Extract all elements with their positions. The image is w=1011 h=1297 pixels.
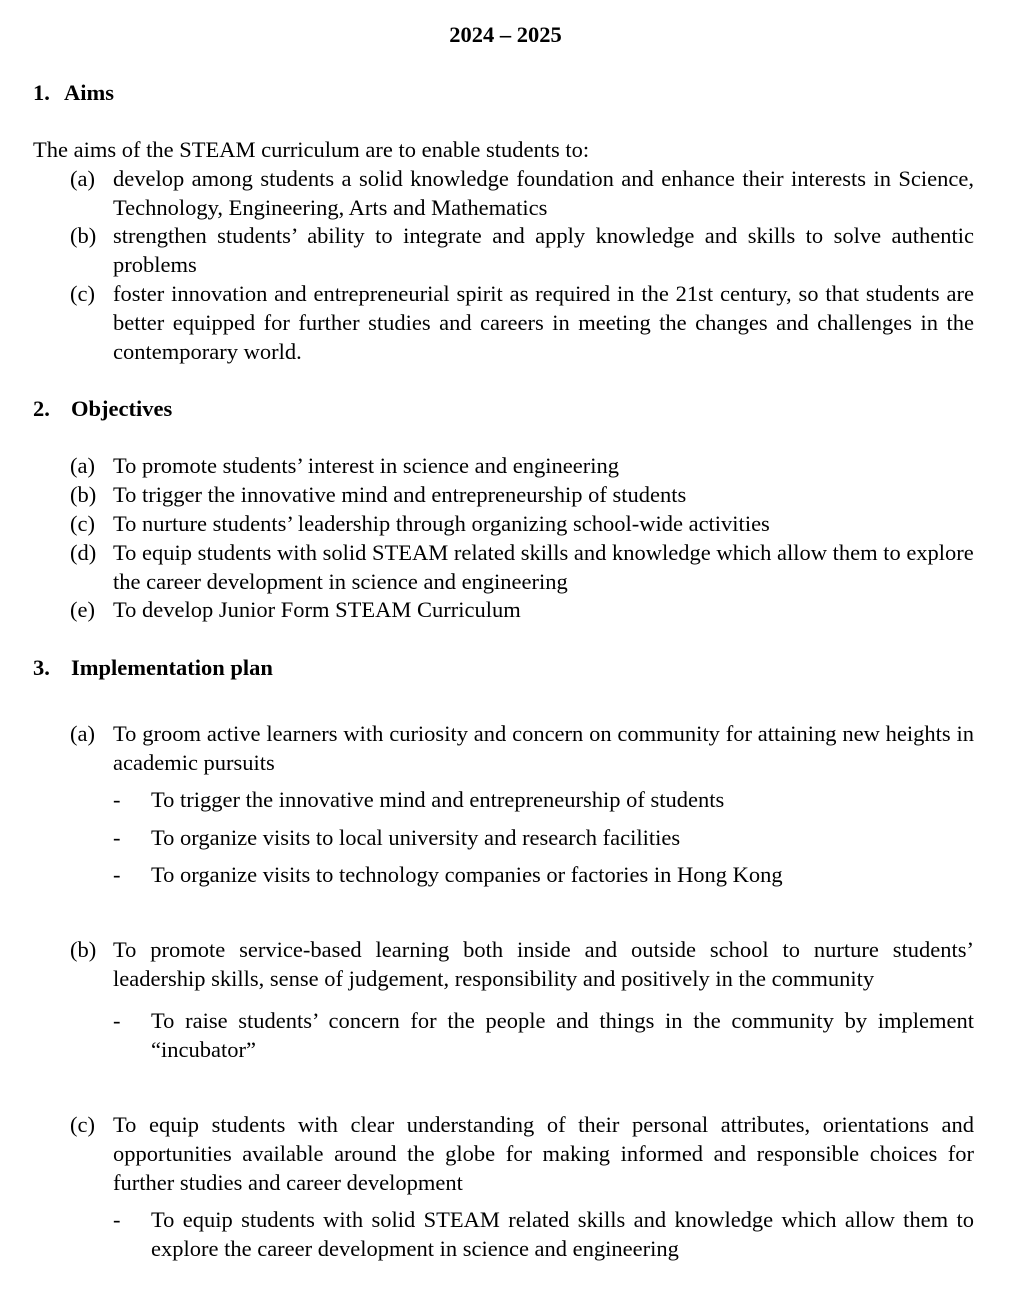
section-number: 3. — [33, 655, 50, 680]
implementation-subitem — [113, 1205, 974, 1263]
objectives-item — [70, 595, 974, 624]
section-title: Aims — [64, 80, 114, 105]
implementation-item — [70, 719, 974, 777]
section-heading-aims — [33, 78, 114, 107]
subitem-text: To organize visits to local university and research facilities — [151, 825, 681, 850]
item-label: (b) — [70, 937, 97, 962]
item-label: (e) — [70, 597, 95, 622]
aims-item — [70, 221, 974, 279]
bullet-dash: - — [113, 1207, 121, 1232]
objectives-item — [70, 509, 974, 538]
item-label: (c) — [70, 281, 95, 306]
bullet-dash: - — [113, 787, 121, 812]
bullet-dash: - — [113, 825, 121, 850]
item-label: (c) — [70, 1112, 95, 1137]
aims-item — [70, 164, 974, 222]
objectives-item — [70, 538, 974, 596]
implementation-item — [70, 1110, 974, 1197]
item-text: foster innovation and entrepreneurial spirit as required in the 21st century, so that students are better equipped for further studies and careers in meeting the changes and challenges in the contemporary world. — [113, 281, 974, 364]
subitem-text: To organize visits to technology companies or factories in Hong Kong — [151, 862, 783, 887]
item-text: To promote service-based learning both inside and outside school to nurture students’ leadership skills, sense of judgement, responsibility and positively in the community — [113, 937, 974, 991]
section-number: 2. — [33, 396, 50, 421]
page-title: 2024 – 2025 — [449, 22, 562, 47]
item-label: (a) — [70, 166, 95, 191]
bullet-dash: - — [113, 1008, 121, 1033]
item-text: To nurture students’ leadership through organizing school-wide activities — [113, 511, 770, 536]
section-title: Implementation plan — [71, 655, 273, 680]
section-heading-objectives — [33, 394, 172, 423]
implementation-subitem — [113, 1006, 974, 1064]
subitem-text: To equip students with solid STEAM related skills and knowledge which allow them to explore the career development in science and engineering — [151, 1207, 974, 1261]
objectives-item — [70, 480, 974, 509]
implementation-subitem — [113, 823, 974, 852]
bullet-dash: - — [113, 862, 121, 887]
subitem-text: To raise students’ concern for the people and things in the community by implement “incubator” — [151, 1008, 974, 1062]
item-text: To develop Junior Form STEAM Curriculum — [113, 597, 521, 622]
section-number: 1. — [33, 80, 50, 105]
aims-intro: The aims of the STEAM curriculum are to enable students to: — [33, 137, 590, 162]
item-text: To equip students with clear understanding of their personal attributes, orientations and opportunities available around the globe for making informed and responsible choices for further studies and career development — [113, 1112, 974, 1195]
item-text: develop among students a solid knowledge foundation and enhance their interests in Science, Technology, Engineering, Arts and Mathematics — [113, 166, 974, 220]
implementation-subitem — [113, 860, 974, 889]
aims-item — [70, 279, 974, 366]
objectives-item — [70, 451, 974, 480]
implementation-item — [70, 935, 974, 993]
item-label: (b) — [70, 223, 97, 248]
item-label: (d) — [70, 540, 97, 565]
section-title: Objectives — [71, 396, 173, 421]
section-heading-implementation — [33, 653, 273, 682]
item-text: To promote students’ interest in science and engineering — [113, 453, 619, 478]
item-label: (a) — [70, 453, 95, 478]
implementation-subitem — [113, 785, 974, 814]
item-label: (a) — [70, 721, 95, 746]
item-text: To equip students with solid STEAM related skills and knowledge which allow them to explore the career development in science and engineering — [113, 540, 974, 594]
item-label: (c) — [70, 511, 95, 536]
item-label: (b) — [70, 482, 97, 507]
item-text: To groom active learners with curiosity and concern on community for attaining new heights in academic pursuits — [113, 721, 974, 775]
item-text: strengthen students’ ability to integrate and apply knowledge and skills to solve authentic problems — [113, 223, 974, 277]
item-text: To trigger the innovative mind and entrepreneurship of students — [113, 482, 687, 507]
subitem-text: To trigger the innovative mind and entrepreneurship of students — [151, 787, 725, 812]
